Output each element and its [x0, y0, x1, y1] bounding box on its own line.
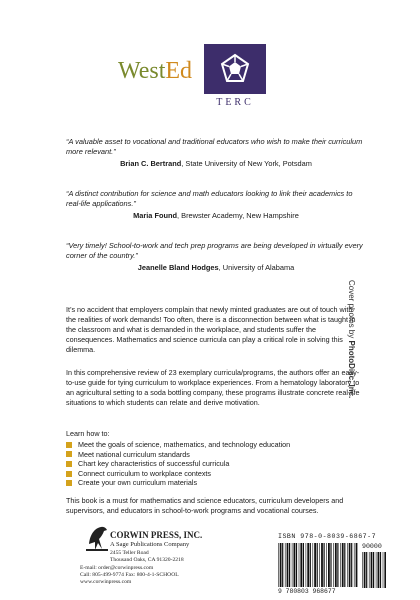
price-code: 90000: [362, 543, 382, 550]
list-item: [66, 450, 366, 460]
learn-how-list: [66, 440, 366, 488]
square-bullet-icon: [66, 451, 72, 457]
publisher-name: CORWIN PRESS, INC.: [110, 530, 203, 540]
audience-paragraph: This book is a must for mathematics and science educators, curriculum developers and supervisors, and educators in school-to-work programs and vocational courses.: [66, 496, 344, 515]
quote-1-text: “A valuable asset to vocational and traditional educators who wish to make their curriculum more relevant.”: [66, 137, 363, 156]
terc-logo: [204, 44, 266, 108]
wested-logo-west: West: [118, 58, 166, 84]
publisher-phone: Call: 805-499-9774 Fax: 800-4-1-SCHOOL: [80, 572, 179, 578]
square-bullet-icon: [66, 461, 72, 467]
list-item-text: Connect curriculum to workplace contexts: [78, 468, 212, 478]
list-item-text: Chart key characteristics of successful curricula: [78, 459, 230, 469]
quote-3-name: Jeanelle Bland Hodges: [137, 263, 219, 272]
quote-2-text: “A distinct contribution for science and math educators looking to link their academics to real-life applications.”: [66, 189, 353, 208]
list-item: [66, 459, 366, 469]
list-item: [66, 440, 366, 450]
quote-3-text: “Very timely! School-to-work and tech prep programs are being developed in virtually every corner of the country.”: [66, 241, 363, 260]
learn-how-heading: Learn how to:: [66, 429, 110, 438]
quote-2-affiliation: , Brewster Academy, New Hampshire: [177, 211, 299, 220]
list-item-text: Create your own curriculum materials: [78, 478, 198, 488]
square-bullet-icon: [66, 442, 72, 448]
quote-1-attribution: [66, 159, 366, 168]
quote-2-name: Maria Found: [133, 211, 178, 220]
publisher-address-1: 2455 Teller Road: [110, 550, 149, 556]
square-bullet-icon: [66, 480, 72, 486]
intro-paragraph: It’s no accident that employers complain that newly minted graduates are out of touch with the realities of work demands! Too often, there is a disconnection between what is taught in the classroom and what is demanded in the workplace, and students suffer the consequences. Mathematics and science curricula can play a critical role in solving this dilemma.: [66, 305, 356, 354]
logo-row: [0, 44, 420, 114]
barcode-number: 9 780803 968677: [278, 588, 336, 595]
quote-1-affiliation: , State University of New York, Potsdam: [181, 159, 312, 168]
list-item: [66, 478, 366, 488]
quote-3-affiliation: , University of Alabama: [218, 263, 295, 272]
raven-logo-icon: [86, 522, 108, 552]
list-item-text: Meet national curriculum standards: [78, 449, 190, 459]
review-paragraph: In this comprehensive review of 23 exemplary curricula/programs, the authors offer an easy-to-use guide for tying curriculum to workplace experiences. From a hematology laboratory to an agricultural setting to a soda bottling company, these programs illustrate concrete real-life situations to which students can relate and derive motivation.: [66, 368, 360, 407]
quote-3-attribution: [66, 263, 366, 272]
credit-prefix: Cover photos by: [347, 280, 356, 341]
publisher-email: E-mail: order@corwinpress.com: [80, 565, 154, 571]
quote-1-name: Brian C. Bertrand: [120, 159, 182, 168]
square-bullet-icon: [66, 471, 72, 477]
wested-logo: [118, 58, 192, 85]
terc-emblem-icon: [204, 44, 266, 94]
isbn-barcode-icon: [278, 543, 358, 587]
wested-logo-ed: Ed: [165, 58, 193, 84]
list-item: [66, 469, 366, 479]
isbn-text: ISBN 978-0-8039-6867-7: [278, 533, 377, 540]
price-barcode-icon: [362, 552, 386, 588]
publisher-subtitle: A Sage Publications Company: [110, 541, 190, 548]
publisher-address-2: Thousand Oaks, CA 91320-2218: [110, 557, 184, 563]
credit-brand: PhotoDisc, Inc.: [347, 340, 356, 399]
terc-logo-text: TERC: [216, 97, 254, 108]
quote-2-attribution: [66, 211, 366, 220]
list-item-text: Meet the goals of science, mathematics, and technology education: [78, 440, 291, 449]
publisher-web: www.corwinpress.com: [80, 579, 132, 585]
